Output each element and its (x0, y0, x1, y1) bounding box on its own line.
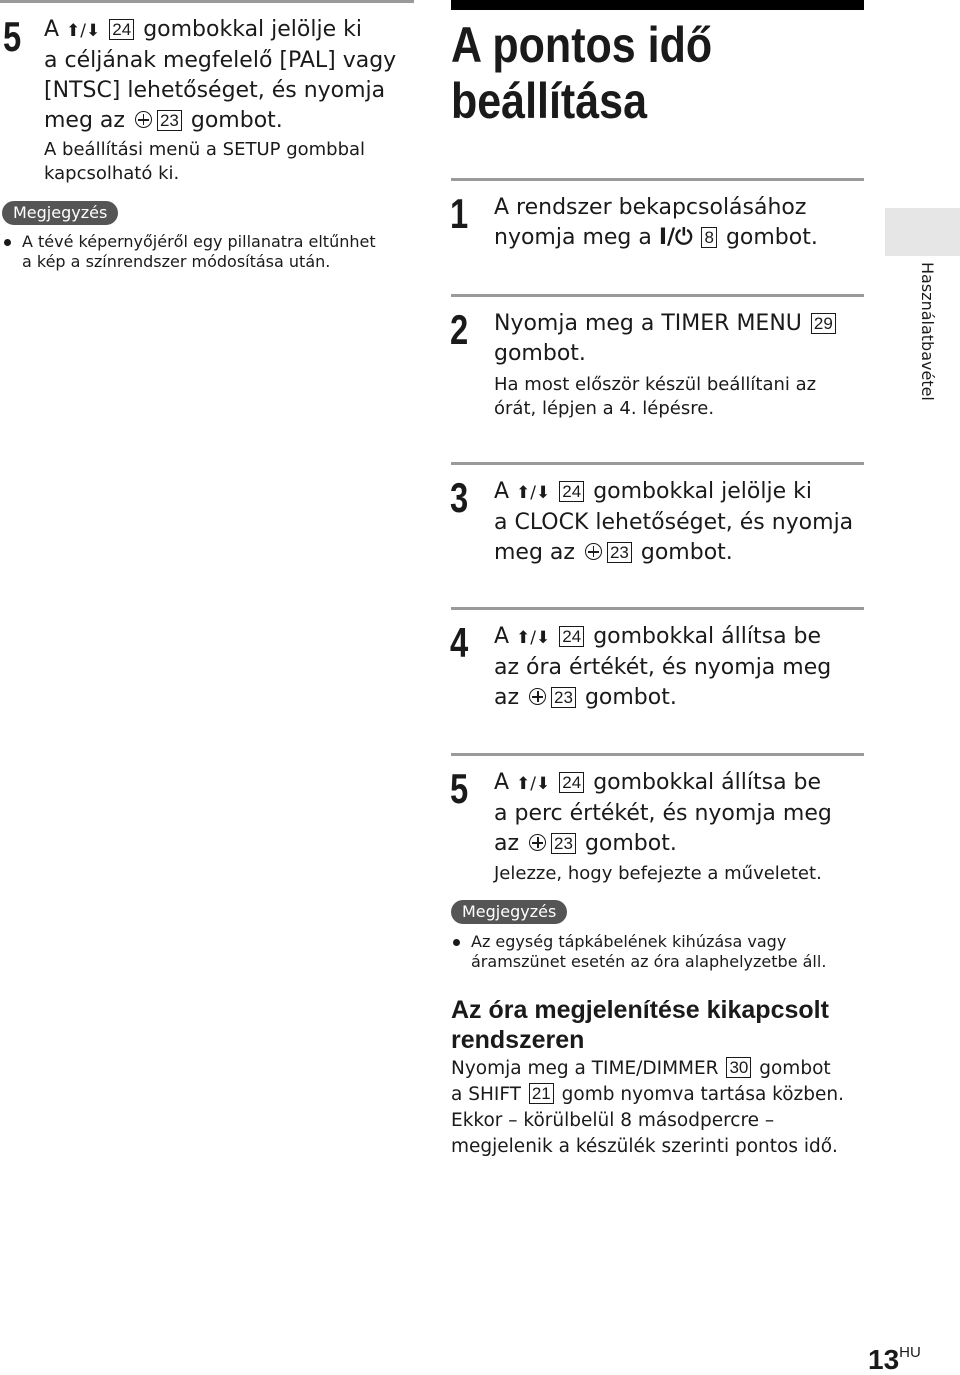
step-1-line-1: A rendszer bekapcsolásához (494, 195, 807, 220)
bullet-icon (453, 939, 460, 946)
key-ref-box: 24 (109, 19, 134, 40)
section-top-bar (451, 0, 864, 10)
step-1-line-2: nyomja meg a (494, 225, 652, 250)
section-title-line-1: A pontos idő (451, 17, 713, 73)
section-title (451, 17, 712, 129)
step-5-line-4: gombot. (584, 831, 677, 856)
step-2-line-2: gombot. (494, 341, 586, 366)
key-ref-box: 23 (607, 542, 632, 563)
para-line-3: Ekkor – körülbelül 8 másodpercre – (451, 1110, 775, 1131)
page-number-value: 13 (868, 1344, 900, 1375)
section-title-line-2: beállítása (451, 73, 647, 129)
bullet-icon (4, 239, 11, 246)
note-item (453, 932, 863, 972)
subsection-title-line-2: rendszeren (451, 1026, 585, 1054)
key-ref-box: 23 (551, 833, 576, 854)
step-3-line-2: a CLOCK lehetőséget, és nyomja (494, 510, 854, 535)
step-4-line-3: az (494, 685, 520, 710)
left-step-text (44, 15, 414, 136)
left-top-rule (0, 0, 414, 3)
subsection-title-line-1: Az óra megjelenítése kikapcsolt (451, 996, 829, 1024)
enter-icon (529, 688, 546, 705)
step-1-text (494, 193, 818, 253)
para-line-2b: gomb nyomva tartása közben. (561, 1084, 844, 1105)
enter-icon (529, 834, 546, 851)
step-5-line-3: az (494, 831, 520, 856)
key-ref-box: 24 (559, 772, 584, 793)
step-4-line-4: gombot. (584, 685, 677, 710)
enter-icon (135, 111, 152, 128)
up-down-arrows-icon: ⬆/⬇ (66, 21, 101, 41)
key-ref-box: 21 (529, 1083, 554, 1104)
para-line-4: megjelenik a készülék szerinti pontos idő. (451, 1136, 838, 1157)
left-step-line-5: gombot. (190, 108, 283, 133)
enter-icon (585, 543, 602, 560)
page-number-suffix: HU (899, 1344, 921, 1361)
step-3-line-3: meg az (494, 540, 575, 565)
side-tab (885, 208, 960, 256)
step-5-line-2: a perc értékét, és nyomja meg (494, 801, 832, 826)
step-4-rule (451, 607, 864, 610)
para-line-2a: a SHIFT (451, 1084, 521, 1105)
key-ref-box: 24 (559, 481, 584, 502)
note-badge: Megjegyzés (451, 900, 567, 924)
left-note-item (4, 232, 404, 272)
subsection-title (451, 995, 829, 1055)
step-5-a: A (494, 770, 510, 795)
step-4-line-2: az óra értékét, és nyomja meg (494, 655, 832, 680)
step-2-sub-line-1: Ha most először készül beállítani az (494, 374, 817, 395)
left-note-line-2: a kép a színrendszer módosítása után. (22, 252, 331, 271)
step-3-a: A (494, 479, 510, 504)
step-1-number: 1 (450, 190, 469, 237)
step-2-text (494, 309, 838, 369)
left-step-line-3: [NTSC] lehetőséget, és nyomja (44, 78, 386, 103)
key-ref-box: 8 (701, 227, 716, 248)
left-sub-line-1: A beállítási menü a SETUP gombbal (44, 139, 366, 160)
left-note-line-1: A tévé képernyőjéről egy pillanatra eltűnhet (22, 232, 376, 251)
left-step-number: 5 (3, 13, 22, 60)
step-1-rule (451, 178, 864, 181)
step-2-number: 2 (450, 306, 469, 353)
key-ref-box: 23 (157, 110, 182, 131)
power-icon: I/⏻ (658, 225, 693, 250)
step-3-text (494, 477, 853, 568)
up-down-arrows-icon: ⬆/⬇ (516, 628, 551, 648)
step-5-subtext (494, 862, 822, 886)
left-step-line-4: meg az (44, 108, 125, 133)
left-step-line-1: gombokkal jelölje ki (143, 17, 362, 42)
left-step-a: A (44, 17, 60, 42)
step-1-line-3: gombot. (725, 225, 818, 250)
note-badge: Megjegyzés (2, 201, 118, 225)
key-ref-box: 24 (559, 626, 584, 647)
step-5-text (494, 768, 832, 859)
step-3-line-1: gombokkal jelölje ki (593, 479, 812, 504)
step-3-rule (451, 462, 864, 465)
para-line-1b: gombot (759, 1058, 831, 1079)
left-step-subtext (44, 138, 365, 186)
step-3-line-4: gombot. (640, 540, 733, 565)
step-5-number: 5 (450, 765, 469, 812)
page-number (868, 1338, 921, 1375)
note-line-1: Az egység tápkábelének kihúzása vagy (471, 932, 787, 951)
para-line-1a: Nyomja meg a TIME/DIMMER (451, 1058, 719, 1079)
step-4-number: 4 (450, 619, 469, 666)
step-2-sub-line-2: órát, lépjen a 4. lépésre. (494, 398, 715, 419)
note-line-2: áramszünet esetén az óra alaphelyzetbe áll. (471, 952, 827, 971)
left-step-line-2: a céljának megfelelő [PAL] vagy (44, 48, 397, 73)
subsection-paragraph (451, 1056, 844, 1160)
step-4-text (494, 622, 831, 713)
up-down-arrows-icon: ⬆/⬇ (516, 774, 551, 794)
step-3-number: 3 (450, 474, 469, 521)
key-ref-box: 23 (551, 687, 576, 708)
step-5-rule (451, 753, 864, 756)
key-ref-box: 30 (726, 1057, 751, 1078)
step-4-a: A (494, 624, 510, 649)
step-5-line-1: gombokkal állítsa be (593, 770, 822, 795)
left-sub-line-2: kapcsolható ki. (44, 163, 180, 184)
key-ref-box: 29 (811, 313, 836, 334)
step-4-line-1: gombokkal állítsa be (593, 624, 822, 649)
step-2-rule (451, 294, 864, 297)
up-down-arrows-icon: ⬆/⬇ (516, 483, 551, 503)
step-2-line-1: Nyomja meg a TIMER MENU (494, 311, 802, 336)
side-tab-label: Használatbavétel (918, 262, 937, 401)
step-2-subtext (494, 373, 816, 421)
step-5-sub-line-1: Jelezze, hogy befejezte a műveletet. (494, 863, 822, 884)
